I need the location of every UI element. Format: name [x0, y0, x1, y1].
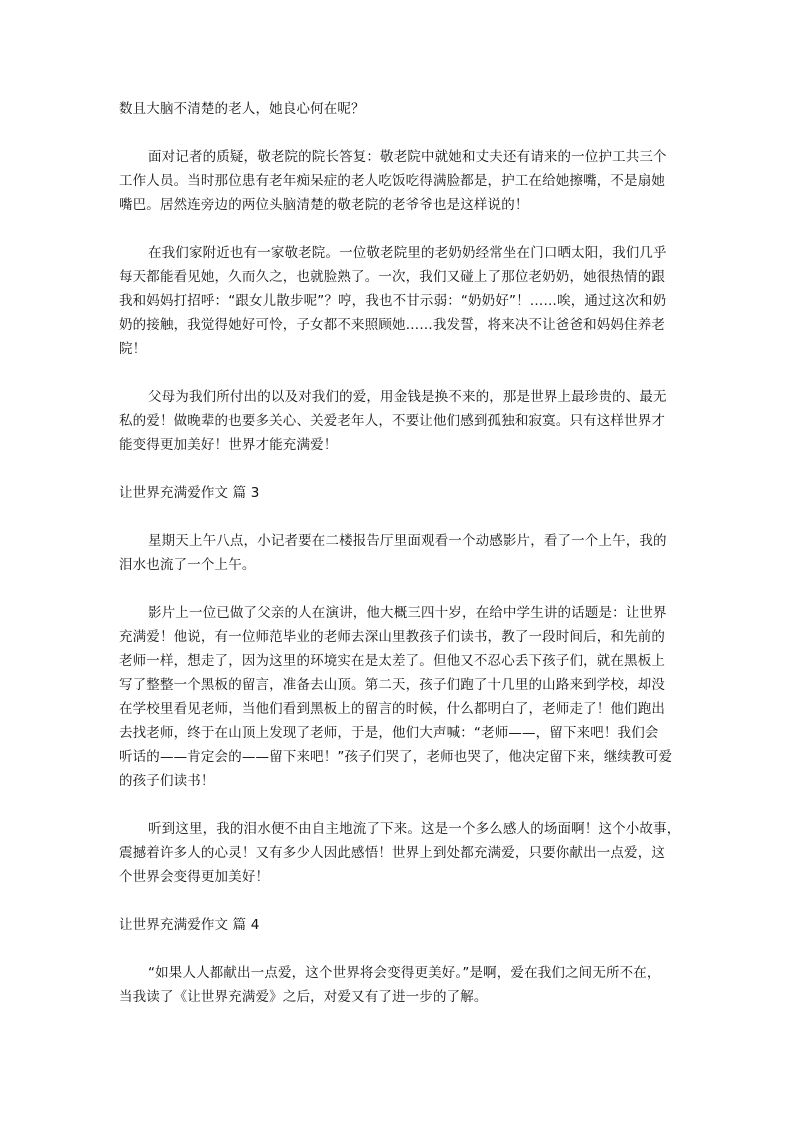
text-line: 私的爱！做晚辈的也要多关心、关爱老年人，不要让他们感到孤独和寂寞。只有这样世界才: [119, 413, 665, 429]
text-line: 嘴巴。居然连旁边的两位头脑清楚的敬老院的老爷爷也是这样说的！: [119, 197, 529, 213]
text-line: 数且大脑不清楚的老人，她良心何在呢？: [119, 101, 365, 117]
text-line: 能变得更加美好！世界才能充满爱！: [119, 437, 338, 453]
paragraph-first-line: 在我们家附近也有一家敬老院。一位敬老院里的老奶奶经常坐在门口晒太阳，我们几乎: [148, 245, 667, 261]
text-line: 震撼着许多人的心灵！又有多少人因此感悟！世界上到处都充满爱，只要你献出一点爱，这: [119, 845, 665, 861]
text-line: 听话的——肯定会的——留下来吧！”孩子们哭了，老师也哭了，他决定留下来，继续教可爱: [119, 749, 673, 765]
text-line: 充满爱！他说，有一位师范毕业的老师去深山里教孩子们读书，教了一段时间后，和先前的: [119, 629, 665, 645]
text-line: 在学校里看见老师，当他们看到黑板上的留言的时候，什么都明白了，老师走了！他们跑出: [119, 701, 665, 717]
text-line: 去找老师，终于在山顶上发现了老师，于是，他们大声喊：“老师——，留下来吧！我们会: [119, 725, 659, 741]
text-line: 泪水也流了一个上午。: [119, 557, 256, 573]
section-heading: 让世界充满爱作文 篇 4: [119, 917, 260, 933]
paragraph-first-line: 父母为我们所付出的以及对我们的爱，用金钱是换不来的，那是世界上最珍贵的、最无: [148, 389, 667, 405]
section-heading: 让世界充满爱作文 篇 3: [119, 485, 260, 501]
paragraph-first-line: 听到这里，我的泪水便不由自主地流了下来。这是一个多么感人的场面啊！这个小故事，: [148, 821, 681, 837]
paragraph-first-line: 影片上一位已做了父亲的人在演讲，他大概三四十岁，在给中学生讲的话题是：让世界: [148, 605, 667, 621]
text-line: 写了整整一个黑板的留言，准备去山顶。第二天，孩子们跑了十几里的山路来到学校，却没: [119, 677, 665, 693]
text-line: 个世界会变得更加美好！: [119, 869, 270, 885]
text-line: 老师一样，想走了，因为这里的环境实在是太差了。但他又不忍心丢下孩子们，就在黑板上: [119, 653, 665, 669]
paragraph-first-line: 星期天上午八点，小记者要在二楼报告厅里面观看一个动感影片，看了一个上午，我的: [148, 533, 667, 549]
paragraph-first-line: “如果人人都献出一点爱，这个世界将会变得更美好。”是啊，爱在我们之间无所不在，: [148, 965, 661, 981]
text-line: 的孩子们读书！: [119, 773, 215, 789]
text-line: 工作人员。当时那位患有老年痴呆症的老人吃饭吃得满脸都是，护工在给她擦嘴，不是扇她: [119, 173, 665, 189]
text-line: 每天都能看见她，久而久之，也就脸熟了。一次，我们又碰上了那位老奶奶，她很热情的跟: [119, 269, 665, 285]
text-line: 我和妈妈打招呼：“跟女儿散步呢”？哼，我也不甘示弱：“奶奶好”！……唉，通过这次和奶: [119, 293, 667, 309]
text-line: 院！: [119, 341, 147, 357]
paragraph-first-line: 面对记者的质疑，敬老院的院长答复：敬老院中就她和丈夫还有请来的一位护工共三个: [148, 149, 667, 165]
text-line: 奶的接触，我觉得她好可怜，子女都不来照顾她……我发誓，将来决不让爸爸和妈妈住养老: [119, 317, 665, 333]
text-line: 当我读了《让世界充满爱》之后，对爱又有了进一步的了解。: [119, 989, 488, 1005]
